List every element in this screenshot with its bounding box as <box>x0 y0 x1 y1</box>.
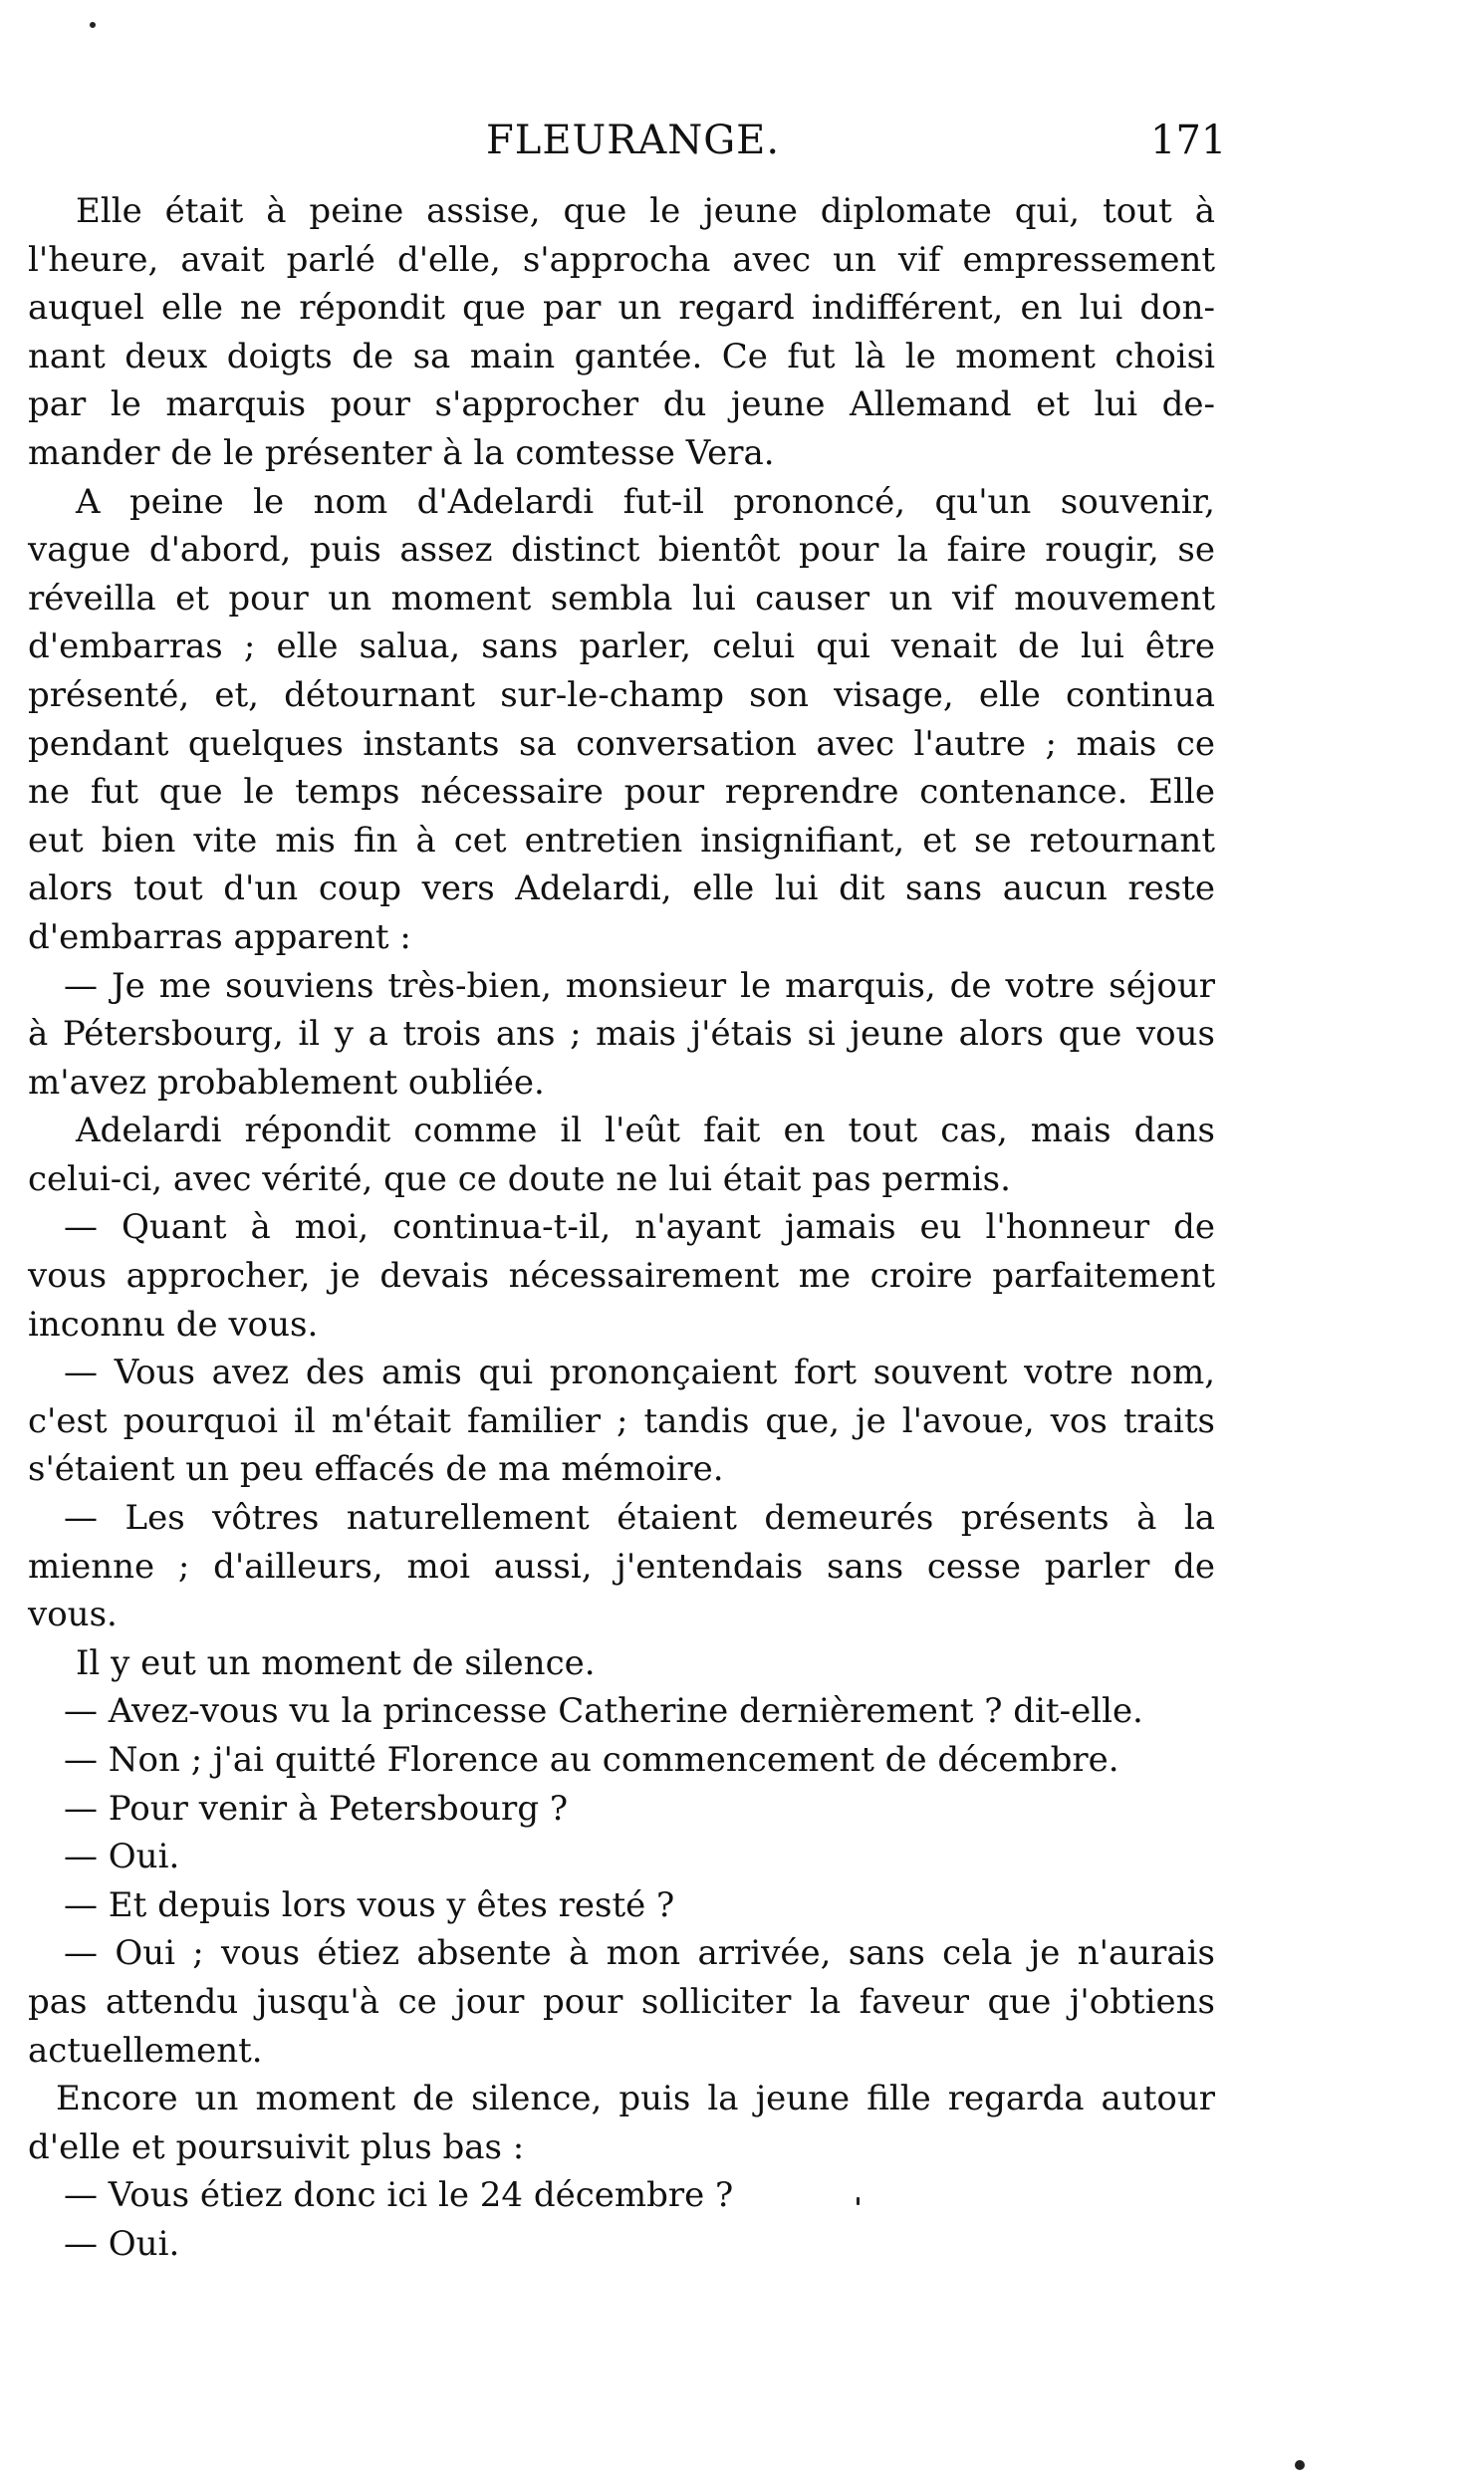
body-text <box>28 187 1215 2269</box>
text-line: vous approcher, je devais nécessairement me croire parfaitement <box>28 1256 1215 1297</box>
text-line: celui-ci, avec vérité, que ce doute ne lui était pas permis. <box>28 1158 1011 1199</box>
text-line: m'avez probablement oubliée. <box>28 1062 545 1103</box>
text-line: nant deux doigts de sa main gantée. Ce fut là le moment choisi <box>28 336 1215 376</box>
text-line: alors tout d'un coup vers Adelardi, elle lui dit sans aucun reste <box>28 869 1215 909</box>
text-line: présenté, et, détournant sur-le-champ son visage, elle continua <box>28 674 1215 715</box>
running-title: FLEURANGE. <box>486 118 781 163</box>
text-line: mander de le présenter à la comtesse Vera. <box>28 432 775 473</box>
text-line: pas attendu jusqu'à ce jour pour solliciter la faveur que j'obtiens <box>28 1981 1215 2022</box>
text-line: — Oui. <box>64 2223 180 2264</box>
text-line: — Oui. <box>64 1837 180 1877</box>
text-line: actuellement. <box>28 2030 263 2071</box>
text-line: — Oui ; vous étiez absente à mon arrivée, sans cela je n'aurais <box>64 1933 1215 1974</box>
text-line: d'elle et poursuivit plus bas : <box>28 2126 525 2167</box>
page-number: 171 <box>1150 118 1227 163</box>
text-line: — Je me souviens très-bien, monsieur le marquis, de votre séjour <box>64 965 1215 1006</box>
text-line: — Les vôtres naturellement étaient demeurés présents à la <box>64 1498 1215 1539</box>
text-line: s'étaient un peu effacés de ma mémoire. <box>28 1449 724 1490</box>
text-line: — Pour venir à Petersbourg ? <box>64 1788 569 1829</box>
text-line: — Avez-vous vu la princesse Catherine dernièrement ? dit-elle. <box>64 1691 1143 1732</box>
text-line: d'embarras ; elle salua, sans parler, celui qui venait de lui être <box>28 626 1215 667</box>
text-line: d'embarras apparent : <box>28 916 411 957</box>
text-line: à Pétersbourg, il y a trois ans ; mais j'étais si jeune alors que vous <box>28 1014 1215 1055</box>
text-line: Il y eut un moment de silence. <box>76 1642 596 1683</box>
text-line: — Vous avez des amis qui prononçaient fort souvent votre nom, <box>64 1353 1215 1393</box>
text-line: A peine le nom d'Adelardi fut-il prononcé, qu'un souvenir, <box>76 481 1215 522</box>
scan-speck <box>90 22 96 28</box>
text-line: c'est pourquoi il m'était familier ; tandis que, je l'avoue, vos traits <box>28 1400 1215 1441</box>
text-line: Adelardi répondit comme il l'eût fait en tout cas, mais dans <box>76 1111 1215 1151</box>
text-line: réveilla et pour un moment sembla lui causer un vif mouvement <box>28 578 1215 619</box>
text-line: — Quant à moi, continua-t-il, n'ayant jamais eu l'honneur de <box>64 1207 1215 1248</box>
text-line: eut bien vite mis fin à cet entretien insignifiant, et se retournant <box>28 820 1215 861</box>
text-line: l'heure, avait parlé d'elle, s'approcha avec un vif empressement <box>28 239 1215 280</box>
scan-speck <box>857 2197 860 2205</box>
text-line: — Et depuis lors vous y êtes resté ? <box>64 1884 675 1925</box>
text-line: ne fut que le temps nécessaire pour reprendre contenance. Elle <box>28 772 1215 813</box>
text-line: Elle était à peine assise, que le jeune diplomate qui, tout à <box>76 191 1215 231</box>
text-line: vague d'abord, puis assez distinct bientôt pour la faire rougir, se <box>28 530 1215 571</box>
text-line: inconnu de vous. <box>28 1304 319 1345</box>
text-line: vous. <box>28 1595 118 1635</box>
running-header <box>0 118 1484 177</box>
text-line: auquel elle ne répondit que par un regard indifférent, en lui don- <box>28 288 1215 329</box>
scan-speck <box>1295 2460 1305 2470</box>
text-line: — Vous étiez donc ici le 24 décembre ? <box>64 2175 734 2216</box>
text-line: par le marquis pour s'approcher du jeune Allemand et lui de- <box>28 384 1215 425</box>
text-line: — Non ; j'ai quitté Florence au commencement de décembre. <box>64 1740 1119 1780</box>
text-line: Encore un moment de silence, puis la jeune fille regarda autour <box>56 2079 1215 2119</box>
text-line: mienne ; d'ailleurs, moi aussi, j'entendais sans cesse parler de <box>28 1546 1215 1587</box>
text-line: pendant quelques instants sa conversation avec l'autre ; mais ce <box>28 723 1215 764</box>
